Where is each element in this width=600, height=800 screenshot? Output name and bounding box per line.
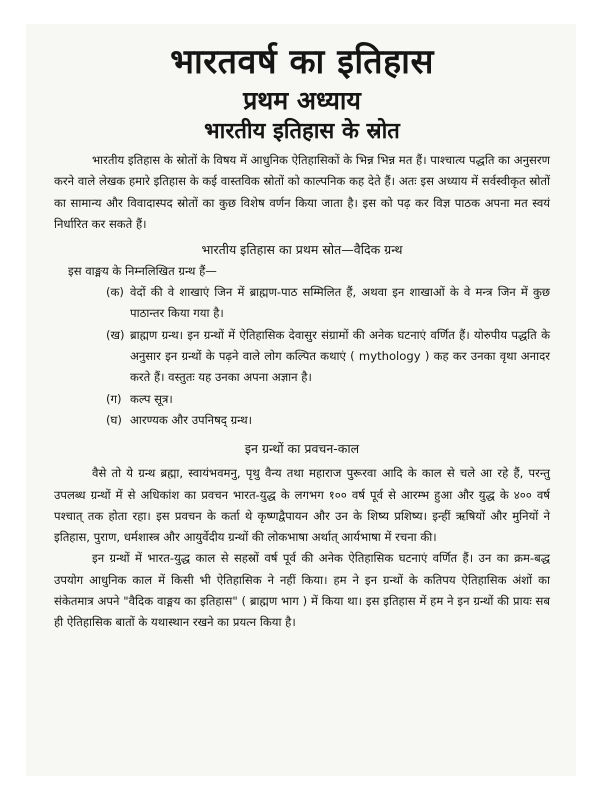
section2-paragraph-1: वैसे तो ये ग्रन्थ ब्रह्मा, स्वायंभवमनु, पृथु वैन्य तथा महाराज पुरूरवा आदि के काल से चले आ रहे हैं, परन्तु उपलब्ध ग्रन्थों में से अधिकांश का प्रवचन भारत-युद्ध के लगभग १०० वर्ष पूर्व से आरम्भ हुआ और युद्ध के ४०० वर्ष पश्चात् तक होता रहा। इस प्रवचन के कर्ता थे कृष्णद्वैपायन और उन के शिष्य प्रशिष्य। इन्हीं ऋषियों और मुनियों ने इतिहास, पुराण, धर्मशास्त्र और आयुर्वेदीय ग्रन्थों की लोकभाषा अर्थात् आर्यभाषा में रचना की। — [54, 466, 550, 545]
book-title: भारतवर्ष का इतिहास — [170, 42, 434, 82]
intro-paragraph: भारतीय इतिहास के स्रोतों के विषय में आधुनिक ऐतिहासिकों के भिन्न भिन्न मत हैं। पाश्चात्य पद्धति का अनुसरण करने वाले लेखक हमारे इतिहास के कई वास्तविक स्रोतों को काल्पनिक कह देते हैं। अतः इस अध्याय में सर्वस्वीकृत स्रोतों का सामान्य और विवादास्पद स्रोतों का कुछ विशेष वर्णन किया जाता है। इस को पढ़ कर विज्ञ पाठक अपना मत स्वयं निर्धारित कर सकते हैं। — [54, 153, 550, 231]
chapter-heading: प्रथम अध्याय — [243, 86, 361, 115]
list-item-text: वेदों की वे शाखाएं जिन में ब्राह्मण-पाठ सम्मिलित हैं, अथवा इन शाखाओं के वे मन्त्र जिन में कुछ पाठान्तर किया गया है। — [130, 285, 550, 321]
list-marker: (घ) — [106, 412, 122, 427]
section2-paragraph-2: इन ग्रन्थों में भारत-युद्ध काल से सहस्रों वर्ष पूर्व की अनेक ऐतिहासिक घटनाएं वर्णित हैं। उन का क्रम-बद्ध उपयोग आधुनिक काल में किसी भी ऐतिहासिक ने नहीं किया। हम ने इन ग्रन्थों के कतिपय ऐतिहासिक अंशों का संकेतमात्र अपने "वैदिक वाङ्मय का इतिहास" ( ब्राह्मण भाग ) में किया था। इस इतिहास में हम ने इन ग्रन्थों की प्रायः सब ही ऐतिहासिक बातों के यथास्थान रखने का प्रयत्न किया है। — [54, 551, 550, 630]
list-marker: (ख) — [106, 327, 125, 342]
list-item-text: कल्प सूत्र। — [130, 391, 173, 406]
list-marker: (ग) — [106, 391, 122, 406]
list-item-gha — [106, 410, 550, 431]
section-heading-pravachan-kaal: इन ग्रन्थों का प्रवचन-काल — [244, 441, 360, 457]
list-item-ga — [106, 389, 550, 410]
list-item-text: ब्राह्मण ग्रन्थ। इन ग्रन्थों में ऐतिहासिक देवासुर संग्रामों की अनेक घटनाएं वर्णित हैं। योरुपीय पद्धति के अनुसार इन ग्रन्थों के पढ़ने वाले लोग कल्पित कथाएं ( mythology ) कह कर उनका वृथा अनादर करते हैं। वस्तुतः यह उनका अपना अज्ञान है। — [130, 327, 550, 385]
section-heading-vedic-texts: भारतीय इतिहास का प्रथम स्रोत—वैदिक ग्रन्थ — [201, 242, 403, 258]
list-item-kha — [106, 325, 550, 389]
list-intro: इस वाङ्मय के निम्नलिखित ग्रन्थ हैं— — [68, 264, 217, 279]
list-item-ka — [106, 282, 550, 325]
chapter-subtitle: भारतीय इतिहास के स्रोत — [204, 119, 400, 144]
list-marker: (क) — [106, 285, 124, 300]
book-page — [26, 24, 576, 776]
list-item-text: आरण्यक और उपनिषद् ग्रन्थ। — [130, 412, 253, 427]
